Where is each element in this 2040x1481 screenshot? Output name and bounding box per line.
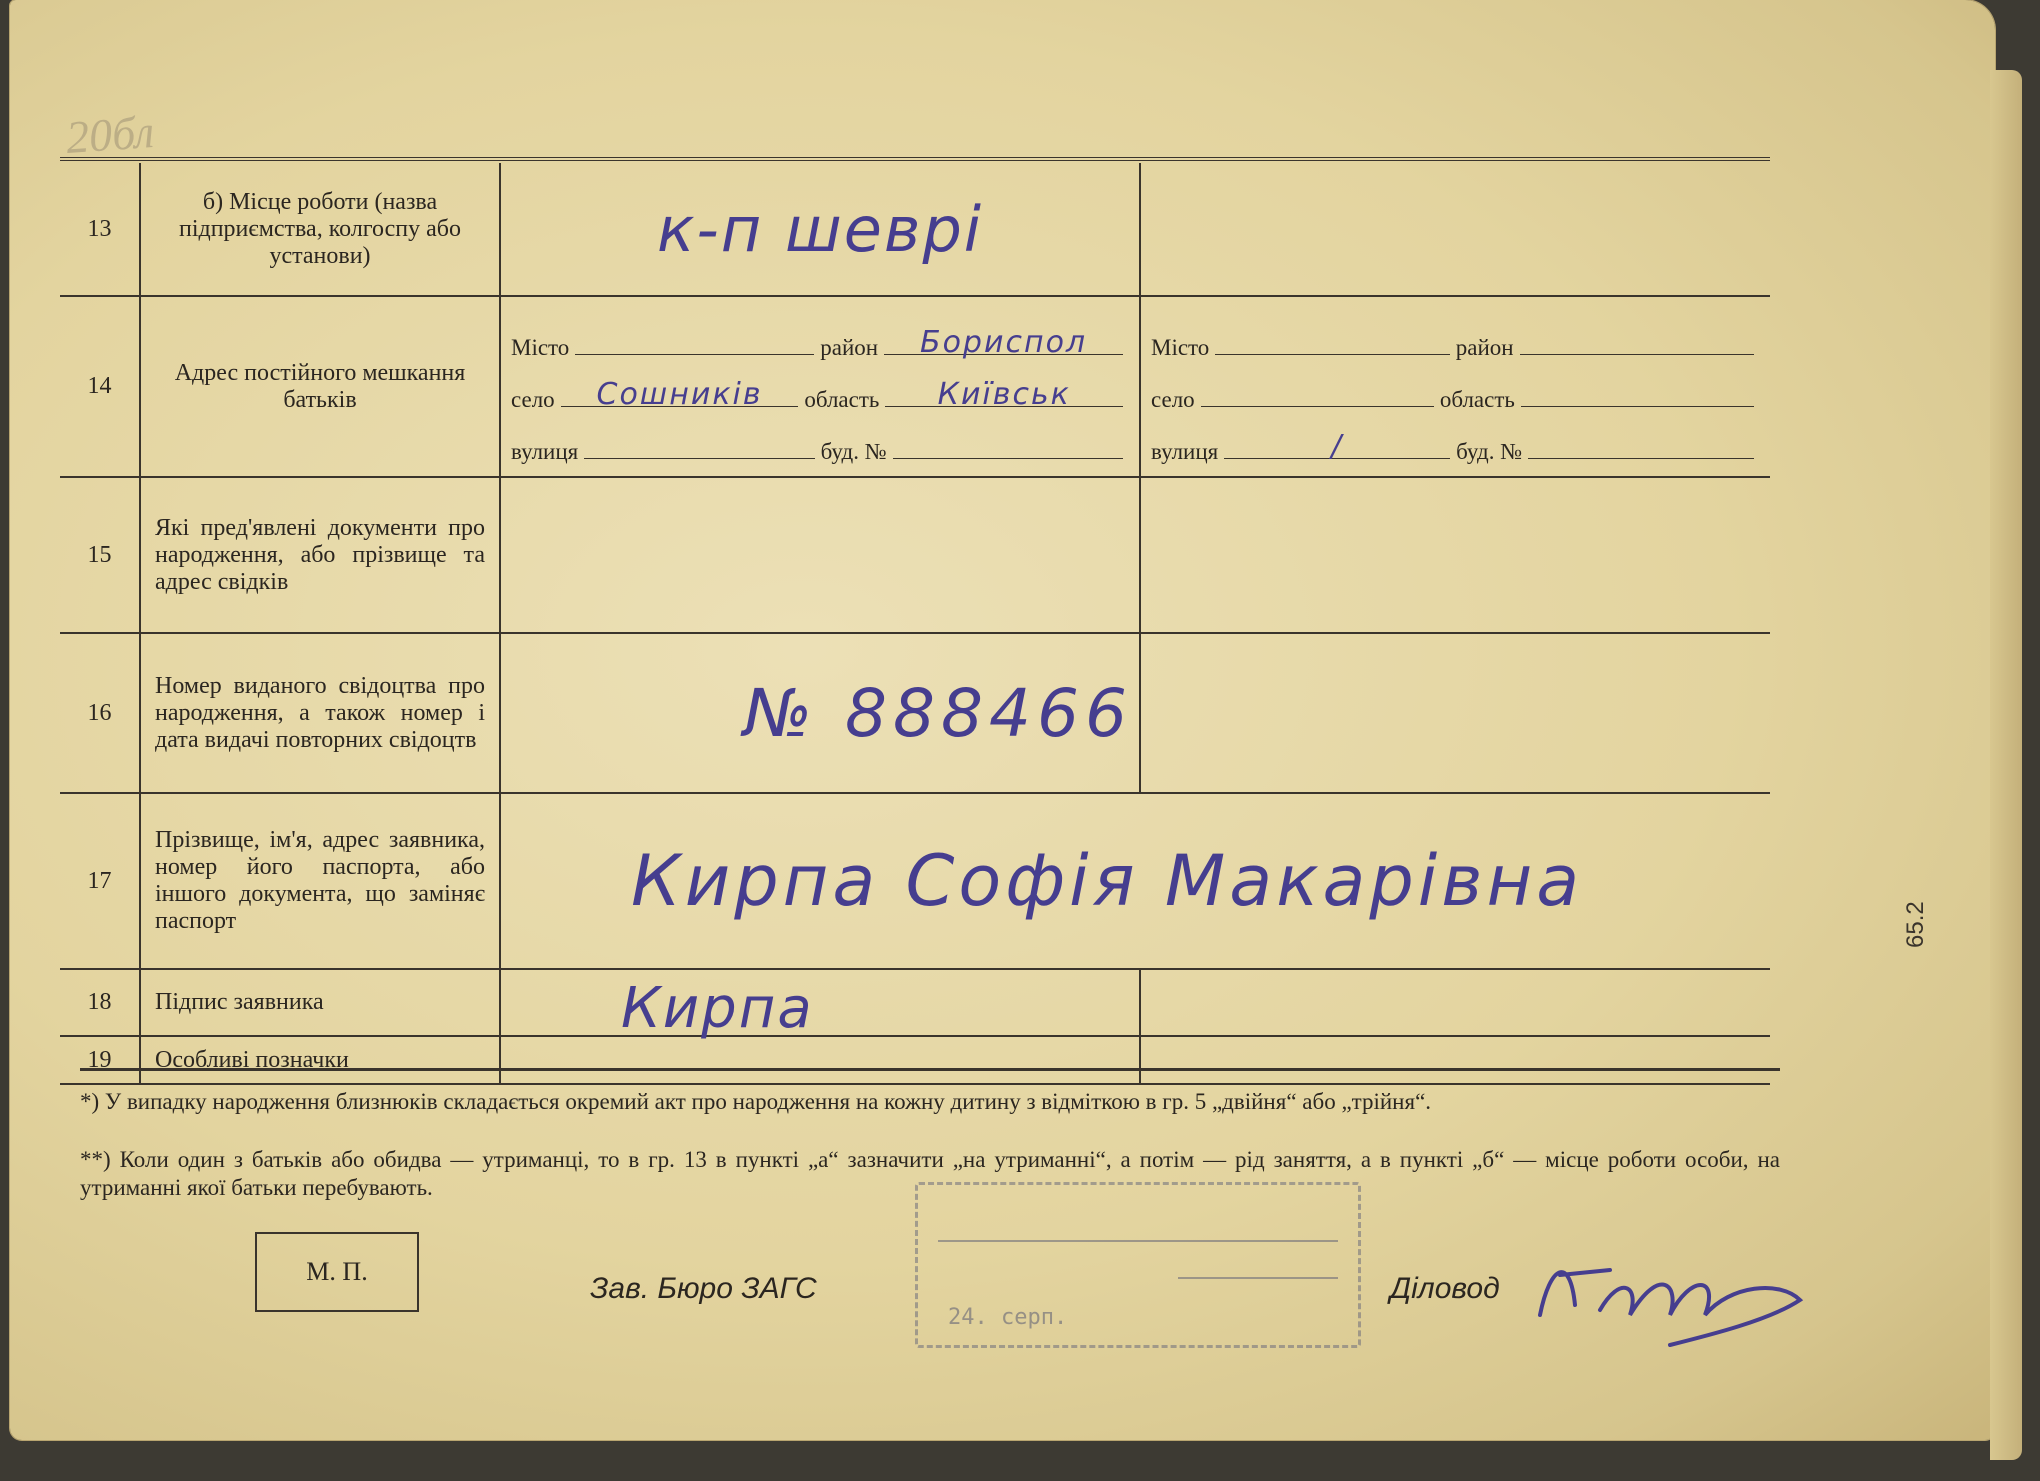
street-label: вулиця (511, 438, 579, 464)
city-label: Місто (1151, 334, 1210, 360)
house-label: буд. № (1456, 438, 1523, 464)
row-label: Які пред'явлені документи про народження, або прізвище та адрес свідків (140, 477, 500, 633)
table-row-17 (60, 793, 1770, 969)
handwritten-applicant-name: Кирпа Софія Макарівна (631, 840, 1584, 922)
region-label: область (1439, 386, 1515, 412)
row-value-cell-right (1140, 477, 1770, 633)
handwritten-certificate-number: № 888466 (743, 674, 1133, 752)
region-field (1521, 386, 1754, 407)
table-row-18 (60, 969, 1770, 1036)
faded-stamp (915, 1182, 1361, 1348)
top-rule (60, 157, 1770, 161)
record-table (60, 163, 1770, 1085)
row-number: 19 (87, 1046, 112, 1073)
clerk-signature-icon (1530, 1245, 1820, 1355)
row-value-cell (500, 969, 1140, 1041)
street-field (584, 438, 814, 459)
village-label: село (511, 386, 555, 412)
stamp-date: 24. серп. (948, 1305, 1068, 1330)
row-number: 13 (87, 215, 112, 242)
row-label: Особливі позначки (140, 1036, 500, 1084)
city-field (575, 334, 814, 355)
row-value-cell-right (1140, 633, 1770, 793)
street-label: вулиця (1151, 438, 1219, 464)
row-label: Підпис заявника (140, 969, 500, 1036)
row-value-cell (500, 163, 1140, 296)
pencil-note: 20бл (64, 105, 156, 164)
clerk-label (1390, 1272, 1500, 1306)
village-field (1201, 386, 1434, 407)
footnote-dependents: **) Коли один з батьків або обидва — утриманці, то в гр. 13 в пункті „а“ зазначити „на утриманні“, а потім — рід заняття, а в пункті „б“ — місце роботи особи, на утриманні якої батьки перебувають. (80, 1147, 1780, 1200)
footnote-twins: *) У випадку народження близнюків складається окремий акт про народження на кожну дитину з відміткою в гр. 5 „двійня“ або „трійня“. (80, 1089, 1432, 1114)
district-field (884, 324, 1123, 360)
district-field (1520, 334, 1754, 355)
row-label: Адрес постійного мешкання батьків (140, 296, 500, 477)
district-label: район (1455, 334, 1514, 360)
seal-place-label: М. П. (306, 1257, 368, 1286)
row-value-cell (500, 633, 1140, 793)
row-value-cell-right (1140, 1036, 1770, 1084)
city-field (1215, 334, 1449, 355)
house-field (893, 438, 1123, 459)
row-number: 17 (87, 867, 112, 894)
village-field (561, 376, 799, 412)
street-field (1224, 428, 1450, 464)
house-label: буд. № (820, 438, 887, 464)
page-edge (1990, 70, 2022, 1460)
row-label: Номер виданого свідоцтва про народження, а також номер і дата видачі повторних свідоцтв (140, 633, 500, 793)
row-number: 16 (87, 699, 112, 726)
handwritten-signature: Кирпа (621, 976, 814, 1041)
region-field (885, 376, 1123, 412)
stamp-line (938, 1240, 1338, 1242)
address-left (500, 296, 1140, 477)
bottom-rule (80, 1068, 1780, 1071)
region-label: область (804, 386, 880, 412)
row-label: б) Місце роботи (назва підприємства, колгоспу або установи) (140, 163, 500, 296)
table-row-16 (60, 633, 1770, 793)
row-value-cell-right (1140, 163, 1770, 296)
table-row-15 (60, 477, 1770, 633)
row-value-cell-right (1140, 969, 1770, 1036)
row-number: 15 (87, 541, 112, 568)
district-label: район (820, 334, 879, 360)
row-number: 18 (87, 989, 112, 1015)
row-label: Прізвище, ім'я, адрес заявника, номер його паспорта, або іншого документа, що заміняє паспорт (140, 793, 500, 969)
handwritten-region: Київськ (937, 376, 1071, 412)
registry-head-label: Зав. Бюро ЗАГС (590, 1272, 817, 1305)
city-label: Місто (511, 334, 570, 360)
address-right (1140, 296, 1770, 477)
clerk-label-text: Діловод (1390, 1272, 1500, 1305)
table-row-19 (60, 1036, 1770, 1084)
house-field (1528, 438, 1754, 459)
row-value-cell (500, 793, 1770, 969)
seal-place-box (255, 1232, 419, 1312)
table-row-13 (60, 163, 1770, 296)
table-row-14 (60, 296, 1770, 477)
stamp-line (1178, 1277, 1338, 1279)
handwritten-district: Бориспол (919, 324, 1088, 360)
handwritten-workplace: к-п шеврі (656, 192, 984, 266)
village-label: село (1151, 386, 1195, 412)
row-number: 14 (87, 373, 112, 399)
handwritten-village: Сошників (596, 376, 763, 412)
row-value-cell (500, 1036, 1140, 1084)
form-code: 65.2 (1902, 901, 1929, 948)
handwritten-street-mark: / (1331, 428, 1344, 464)
row-value-cell (500, 477, 1140, 633)
